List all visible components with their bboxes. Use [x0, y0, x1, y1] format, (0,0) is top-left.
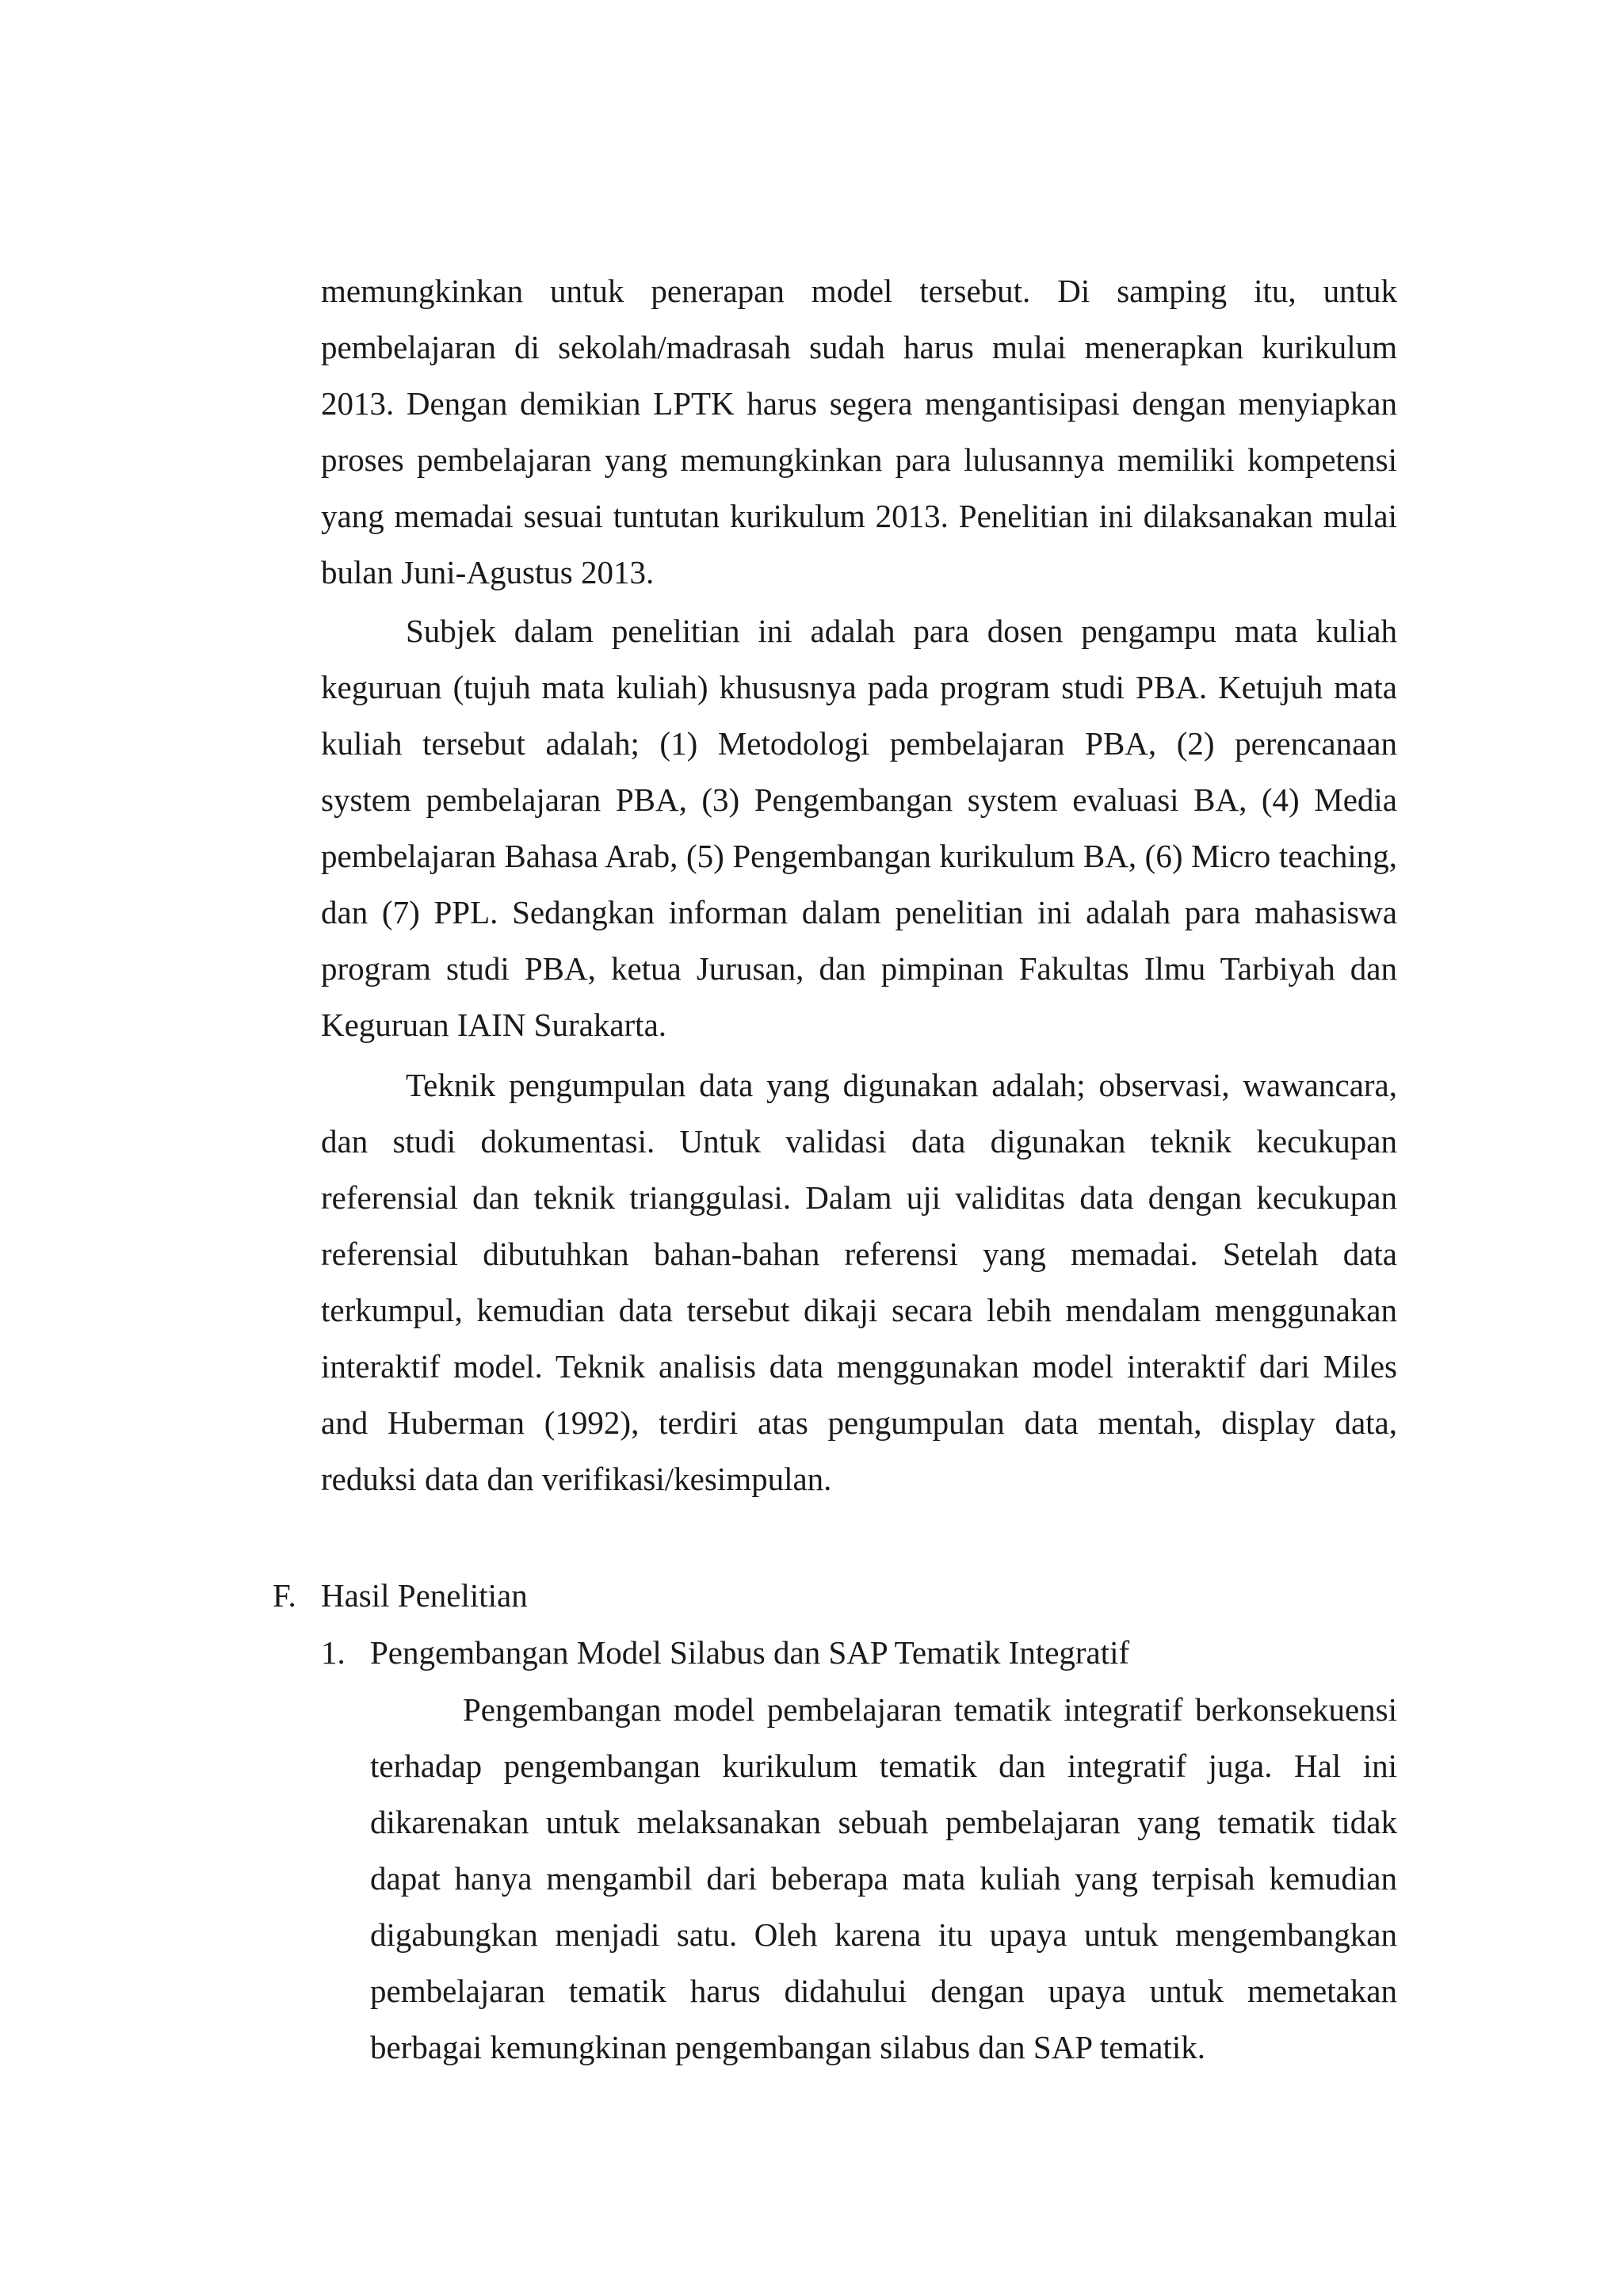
paragraph-research-subjects: Subjek dalam penelitian ini adalah para dosen pengampu mata kuliah keguruan (tujuh mata kuliah) khususnya pada program studi PBA. Ketujuh mata kuliah tersebut adalah; (1) Metodologi pembelajaran PBA, (2) perencanaan system pembelajaran PBA, (3) Pengembangan system evaluasi BA, (4) Media pembelajaran Bahasa Arab, (5) Pengembangan kurikulum BA, (6) Micro teaching, dan (7) PPL. Sedangkan informan dalam penelitian ini adalah para mahasiswa program studi PBA, ketua Jurusan, dan pimpinan Fakultas Ilmu Tarbiyah dan Keguruan IAIN Surakarta.: [321, 613, 1397, 1043]
paragraph-syllabus-development: Pengembangan model pembelajaran tematik integratif berkonsekuensi terhadap pengembangan kurikulum tematik dan integratif juga. Hal ini dikarenakan untuk melaksanakan sebuah pembelajaran yang tematik tidak dapat hanya mengambil dari beberapa mata kuliah yang terpisah kemudian digabungkan menjadi satu. Oleh karena itu upaya untuk mengembangkan pembelajaran tematik harus didahului dengan upaya untuk memetakan berbagai kemungkinan pengembangan silabus dan SAP tematik.: [370, 1691, 1397, 2065]
subsection-marker: 1.: [321, 1634, 346, 1671]
paragraph-research-context: memungkinkan untuk penerapan model tersebut. Di samping itu, untuk pembelajaran di sekolah/madrasah sudah harus mulai menerapkan kurikulum 2013. Dengan demikian LPTK harus segera mengantisipasi dengan menyiapkan proses pembelajaran yang memungkinkan para lulusannya memiliki kompetensi yang memadai sesuai tuntutan kurikulum 2013. Penelitian ini dilaksanakan mulai bulan Juni-Agustus 2013.: [321, 273, 1397, 590]
subsection-title: Pengembangan Model Silabus dan SAP Tematik Integratif: [370, 1634, 1130, 1671]
paragraph-data-collection: Teknik pengumpulan data yang digunakan adalah; observasi, wawancara, dan studi dokumentasi. Untuk validasi data digunakan teknik kecukupan referensial dan teknik trianggulasi. Dalam uji validitas data dengan kecukupan referensial dibutuhkan bahan-bahan referensi yang memadai. Setelah data terkumpul, kemudian data tersebut dikaji secara lebih mendalam menggunakan interaktif model. Teknik analisis data menggunakan model interaktif dari Miles and Huberman (1992), terdiri atas pengumpulan data mentah, display data, reduksi data dan verifikasi/kesimpulan.: [321, 1067, 1397, 1497]
section-title: Hasil Penelitian: [321, 1577, 528, 1614]
section-heading: [273, 1568, 528, 1624]
section-marker: F.: [273, 1577, 296, 1614]
subsection-heading: [321, 1625, 1129, 1681]
